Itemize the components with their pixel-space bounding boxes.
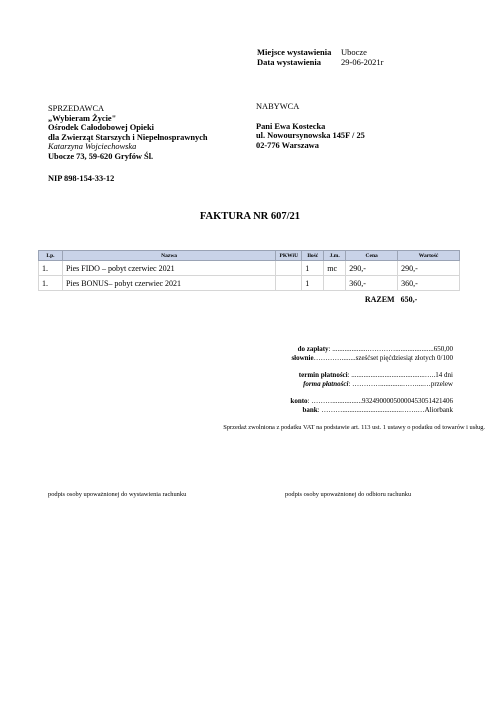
issue-place-value: Ubocze (341, 47, 367, 57)
col-header-lp: Lp. (39, 251, 63, 261)
issuer-signature-label: podpis osoby upoważnionej do wystawienia rachunku (48, 491, 187, 498)
row-lp: 1. (39, 261, 63, 276)
col-header-name: Nazwa (62, 251, 275, 261)
buyer-heading: NABYWCA (256, 102, 300, 111)
row-qty: 1 (302, 261, 324, 276)
payment-term-value: : ..........................................…..14 dni (347, 371, 453, 379)
seller-block (48, 104, 208, 183)
bank-value: : ………..................................…….…Aliorbank (317, 405, 453, 414)
invoice-title: FAKTURA NR 607/21 (199, 211, 301, 222)
amount-due-value: : ....................…………......................650,00 (328, 345, 453, 353)
issue-meta (257, 47, 384, 67)
issue-date-label: Data wystawienia (257, 57, 321, 67)
issue-place-label: Miejsce wystawienia (257, 47, 332, 57)
account-line (200, 397, 453, 406)
seller-name-line3: dla Zwierząt Starszych i Niepełnosprawnych (48, 132, 208, 142)
row-name: Pies BONUS– pobyt czerwiec 2021 (62, 276, 275, 291)
buyer-block (256, 102, 365, 150)
amount-words-value: …………........sześćset pięćdziesiąt złotych 0/100 (313, 353, 453, 362)
total-row (39, 291, 460, 308)
payment-method-value: : ………….............……....…przelew (348, 379, 453, 388)
account-value: : ……….................93249000050000453051421406 (307, 397, 453, 405)
buyer-street: ul. Nowoursynowska 145F / 25 (256, 131, 365, 141)
bank-label: bank (302, 405, 318, 414)
payment-block (200, 345, 453, 414)
items-table (38, 250, 460, 307)
row-qty: 1 (302, 276, 324, 291)
payment-term-label: termin płatności (298, 371, 348, 379)
col-header-price: Cena (346, 251, 398, 261)
row-unit: mc (324, 261, 346, 276)
payment-term-line (200, 371, 453, 380)
bank-line (200, 406, 453, 415)
row-lp: 1. (39, 276, 63, 291)
buyer-name: Pani Ewa Kostecka (256, 121, 326, 131)
amount-words-line (200, 354, 453, 363)
col-header-value: Wartość (398, 251, 460, 261)
seller-name-line2: Ośrodek Całodobowej Opieki (48, 123, 154, 133)
row-value: 290,- (398, 261, 460, 276)
row-pkwiu (276, 276, 302, 291)
table-row (39, 276, 460, 291)
col-header-qty: Ilość (302, 251, 324, 261)
payment-method-label: forma płatności (303, 379, 349, 388)
row-unit (324, 276, 346, 291)
account-label: konto (290, 397, 308, 405)
amount-words-label: słownie (291, 353, 314, 362)
col-header-unit: J.m. (324, 251, 346, 261)
row-pkwiu (276, 261, 302, 276)
seller-name-line1: „Wybieram Życie" (48, 113, 117, 123)
row-name: Pies FIDO – pobyt czerwiec 2021 (62, 261, 275, 276)
total-value: 650,- (400, 294, 418, 304)
vat-exemption-note: Sprzedaż zwolniona z podatku VAT na podstawie art. 113 ust. 1 ustawy o podatku od towarów i usług. (223, 424, 485, 431)
col-header-pkwiu: PKWiU (276, 251, 302, 261)
seller-heading: SPRZEDAWCA (48, 104, 105, 113)
buyer-city: 02-776 Warszawa (256, 140, 319, 150)
amount-due-line (200, 345, 453, 354)
row-value: 360,- (398, 276, 460, 291)
issue-date-value: 29-06-2021r (341, 57, 384, 67)
items-header-row (39, 251, 460, 261)
receiver-signature-label: podpis osoby upoważnionej do odbioru rachunku (285, 491, 412, 498)
seller-address: Ubocze 73, 59-620 Gryfów Śl. (48, 151, 154, 161)
table-row (39, 261, 460, 276)
payment-method-line (200, 380, 453, 389)
seller-nip: NIP 898-154-33-12 (48, 173, 115, 183)
seller-owner: Katarzyna Wojciechowska (48, 142, 137, 152)
row-price: 360,- (346, 276, 398, 291)
amount-due-label: do zapłaty (297, 345, 329, 353)
row-price: 290,- (346, 261, 398, 276)
total-label: RAZEM (364, 294, 395, 304)
